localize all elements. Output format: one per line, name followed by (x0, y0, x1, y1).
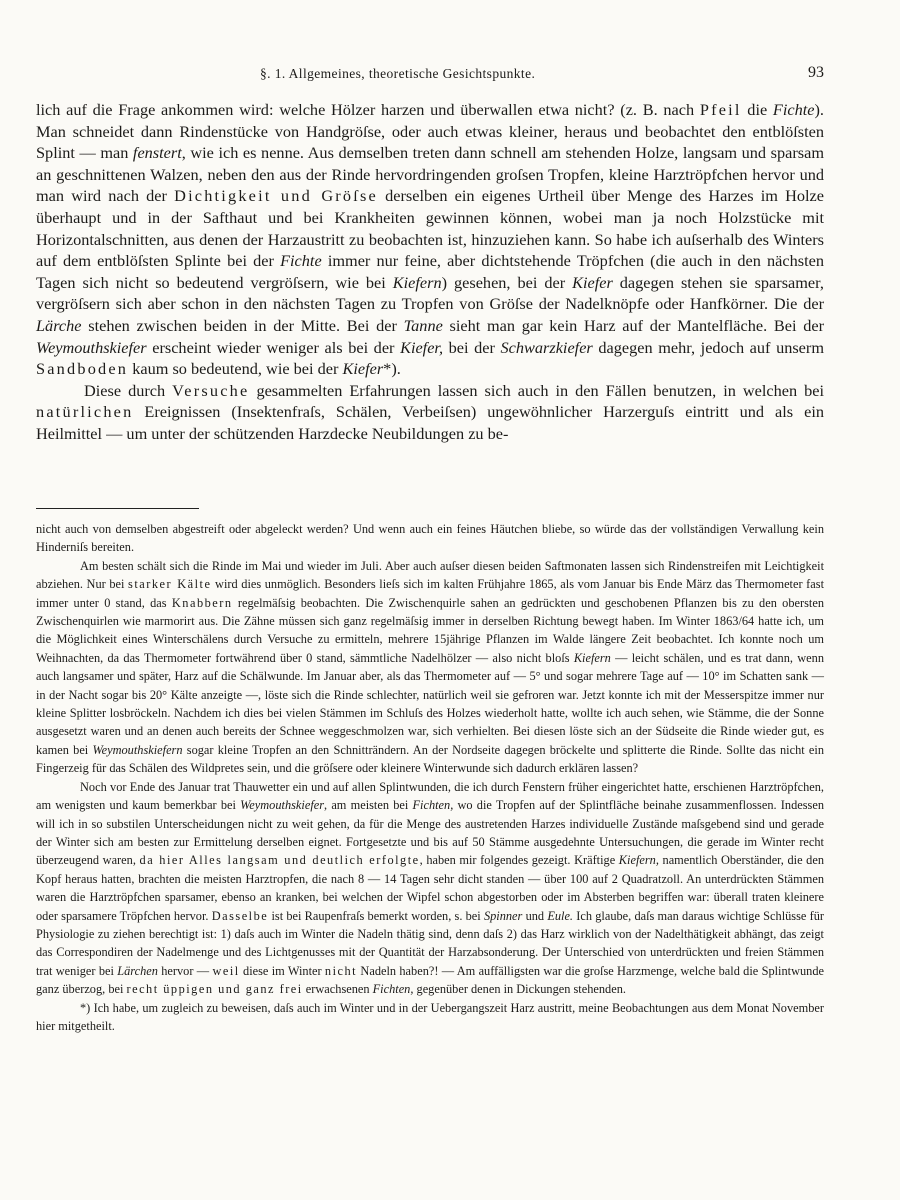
paragraph-2 (36, 380, 824, 445)
text-run: *) Ich habe, um zugleich zu beweisen, daſs auch im Winter und in der Uebergangszeit Harz austritt, meine Beobachtungen aus dem Monat November hier mitgetheilt. (36, 1000, 824, 1033)
text-run: erwachsenen (302, 982, 373, 997)
species-name: Kiefern (392, 272, 442, 292)
spaced-name: Pfeil (699, 100, 742, 119)
text-run: ist bei Raupenfraſs bemerkt worden, s. bei (268, 908, 484, 923)
text-run: derselben ein eigenes Urtheil über Menge des Harzes im Holze überhaupt und in der Safthaut und bei Krankheiten gewinnen können, wobei man ja noch Holzstücke mit Horizontalschnitten, aus denen der Harzaustritt zu beobachten ist, hinzuziehen kann. So habe ich auſserhalb des Winters auf dem entblöſsten Splinte bei der (36, 186, 824, 271)
text-run: dagegen stehen sie sparsamer, vergröſsern sich aber schon in den nächsten Tagen zu Tropfen von Gröſse der Nadelknöpfe oder Hanfkörner. Die der (36, 272, 825, 314)
text-run: wird dies unmöglich. Besonders lieſs sich im kalten Frühjahre 1865, als vom Januar bis Ende März das Thermometer fast immer unter 0 stand, das (36, 577, 824, 610)
paragraph-1 (36, 99, 824, 380)
spaced-emphasis: recht üppigen und ganz frei (126, 982, 303, 997)
text-run: sieht man gar kein Harz auf der Mantelfläche. Bei der (442, 315, 824, 335)
spaced-emphasis: nicht (324, 963, 358, 978)
page-number: 93 (808, 64, 824, 81)
text-run: hervor — (157, 963, 213, 978)
footnotes (36, 520, 824, 1035)
species-name: Lärche (36, 315, 82, 335)
spaced-emphasis: starker Kälte (128, 577, 212, 592)
species-name: Weymouthskiefer (36, 337, 147, 357)
species-name: Kiefer (342, 359, 384, 379)
text-run: — leicht schälen, und es trat dann, wenn auch langsamer und später, Harz auf die Schälwunde. Im Januar aber, als das Thermometer auf — 5° und sogar mehrere Tage auf — 10° im Schatten sank — in der Nacht sogar bis 20° Kälte anzeigte —, löste sich die Rinde schlechter, natürlich weil sie gefroren war. Jetzt konnte ich mit der Messerspitze immer nur kleine Splitter losbröckeln. Nachdem ich dies bei vielen Stämmen im Schluſs des Holzes wiederholt hatte, wollte ich auch sehen, wie Stämme, die der Sonne ausgesetzt waren und an denen auch bereits der Schnee weggeschmolzen war, sich verhielten. Bei diesen löste sich an der Südseite die Rinde wieder gut, es kamen bei (36, 650, 824, 757)
main-text (36, 99, 824, 445)
species-name: Schwarzkiefer (500, 337, 593, 357)
footnote-paragraph-3 (36, 778, 824, 999)
running-head (36, 66, 824, 86)
species-name: Kiefern, (618, 853, 659, 868)
footnote-divider (36, 508, 199, 509)
footnote-continuation (36, 520, 824, 557)
spaced-emphasis: da hier Alles langsam und deutlich erfolgte (139, 853, 420, 868)
spaced-emphasis: Versuche (172, 380, 250, 400)
species-name: Fichte (772, 100, 815, 119)
text-run: gegenüber denen in Dickungen stehenden. (413, 982, 626, 997)
species-name: Weymouthskiefer (240, 798, 325, 813)
spaced-emphasis: Dichtigkeit und Gröſse (174, 186, 378, 206)
text-run: immer nur feine, aber dichtstehende Tröpfchen (die auch in den nächsten Tagen sich nicht so bedeutend vergröſsern, wie bei (36, 251, 825, 292)
species-name: Fichten, (412, 798, 454, 813)
text-run: Am besten schält sich die Rinde im Mai und wieder im Juli. Aber auch auſser diesen beiden Saftmonaten lassen sich Rindenstreifen mit Leichtigkeit abziehen. Nur bei (36, 558, 824, 592)
species-name: Fichten, (372, 982, 414, 997)
text-run: ) gesehen, bei der (441, 272, 573, 292)
species-name: Kiefer (572, 272, 613, 292)
text-run: sogar kleine Tropfen an den Schnitträndern. An der Nordseite dagegen bröckelte und splitterte die Rinde. Sollte das nicht ein Fingerzeig für das Schälen des Wildpretes sein, und die gröſsere oder kleinere Winterwunde sich dadurch erklären lassen? (36, 742, 825, 776)
text-run: Diese durch (84, 380, 173, 400)
spaced-emphasis: weil (212, 963, 240, 978)
text-run: Noch vor Ende des Januar trat Thauwetter ein und auf allen Splintwunden, die ich durch Fenstern früher eingerichtet hatte, erschienen Harztröpfchen, am wenigsten und kaum bemerkbar bei (36, 779, 824, 813)
text-run: diese im Winter (239, 963, 325, 978)
spaced-emphasis: Dasselbe (211, 908, 269, 923)
text-run: stehen zwischen beiden in der Mitte. Bei der (81, 315, 404, 335)
text-run: namentlich Oberständer, die den Kopf heraus hatten, brachten die meisten Harztropfen, die nach 8 — 14 Tagen sehr dicht standen — über 100 auf 2 Quadratzoll. An unterdrückten Stämmen waren die Harztröpfchen sparsamer, ebenso an kranken, bei welchen der Wipfel schon abgestorben oder im Absterben begriffen war: überall traten kleinere oder sparsamere Tröpfchen hervor. (36, 853, 824, 923)
section-title: §. 1. Allgemeines, theoretische Gesichtspunkte. (260, 66, 536, 81)
text-run: ). Man schneidet dann Rindenstücke von Handgröſse, oder auch etwas kleiner, heraus und beobachtet den entblöſsten Splint — man (36, 100, 825, 163)
text-run: Ich glaube, daſs man daraus wichtige Schlüsse für Physiologie zu ziehen berechtigt ist: 1) daſs auch im Winter die Nadeln thätig sind, denn daſs 2) das Harz wirklich von der Nadelthätigkeit abhängt, das zeigt das Correspondiren der Nadelmenge und des Lichtgenusses mit der Quantität der Harzabsonderung. Der Unterschied von unterdrückten und freien Stämmen trat weniger bei (36, 908, 824, 978)
spaced-emphasis: natürlichen (36, 402, 134, 422)
text-run: erscheint wieder weniger als bei der (146, 337, 401, 357)
spaced-emphasis: Knabbern (171, 595, 233, 610)
italic-term: fenstert (132, 143, 182, 163)
species-name: Weymouthskiefern (92, 742, 183, 757)
footnote-paragraph-2 (36, 557, 824, 778)
species-name: Fichte (280, 251, 322, 271)
spaced-emphasis: Sandboden (36, 359, 129, 379)
text-run: die (741, 100, 773, 119)
text-run: und (522, 908, 548, 923)
text-run: , haben mir folgendes gezeigt. Kräftige (419, 853, 619, 868)
species-name: Kiefer, (400, 337, 444, 357)
text-run: bei der (443, 337, 501, 357)
species-name: Lärchen (117, 963, 158, 978)
text-run: wo die Tropfen auf der Splintfläche beinahe zusammenflossen. Indessen will ich in so substilen Unterscheidungen nicht zu weit gehen, da für die Menge des austretenden Harzes individuelle Zustände maſsgebend sind und gerade der Winter sich am besten zur Ermittelung derselben eignet. Fortgesetzte und bis auf 50 Stämme ausgedehnte Untersuchungen, die gerade im Winter recht überzeugend waren, (36, 798, 824, 868)
cross-reference: Eule. (547, 908, 574, 923)
footnote-asterisk (36, 999, 824, 1036)
text-run: Nadeln haben?! — Am auffälligsten war die groſse Harzmenge, welche bald die Splintwunde ganz überzog, bei (36, 963, 824, 997)
text-run: dagegen mehr, jedoch auf unserm (592, 337, 824, 357)
text-run: nicht auch von demselben abgestreift oder abgeleckt werden? Und wenn auch ein feines Häutchen bliebe, so würde das der vollständigen Verwallung kein Hinderniſs bereiten. (36, 522, 824, 555)
text-run: , wie ich es nenne. Aus demselben treten dann schnell am stehenden Holze, langsam und sparsam an geschnittenen Walzen, neben den aus der Rinde hervordringenden groſsen Tropfen, kleine Harztröpfchen hervor und man wird nach der (36, 143, 824, 206)
text-run: kaum so bedeutend, wie bei der (128, 359, 343, 379)
text-run: gesammelten Erfahrungen lassen sich auch in den Fällen benutzen, in welchen bei (249, 380, 825, 400)
species-name: Kiefern (573, 650, 611, 665)
text-run: lich auf die Frage ankommen wird: welche Hölzer harzen und überwallen etwa nicht? (z. B. nach (36, 100, 700, 119)
text-run: *). (383, 359, 401, 379)
text-run: , am meisten bei (324, 798, 413, 813)
text-run: regelmäſsig beobachten. Die Zwischenquirle sahen an gedrückten und geschobenen Pflanzen bis zu den obersten Zwischenquirlen wie marmorirt aus. Die Zähne müssen sich ganz regelmäſsig immer in derselben Richtung bewegt haben. Im Winter 1863/64 hatte ich, um die Möglichkeit eines Winterschälens durch Versuche zu ermitteln, mehrere 15jährige Pflanzen im Walde längere Zeit beobachtet. Ich konnte noch um Weihnachten, da das Thermometer fortwährend über 0 stand, sämmtliche Nadelhölzer — also nicht bloſs (36, 595, 824, 665)
cross-reference: Spinner (483, 908, 523, 923)
text-run: Ereignissen (Insektenfraſs, Schälen, Verbeiſsen) ungewöhnlicher Harzerguſs eintritt und als ein Heilmittel — um unter der schützenden Harzdecke Neubildungen zu be- (36, 402, 824, 443)
species-name: Tanne (403, 315, 443, 335)
